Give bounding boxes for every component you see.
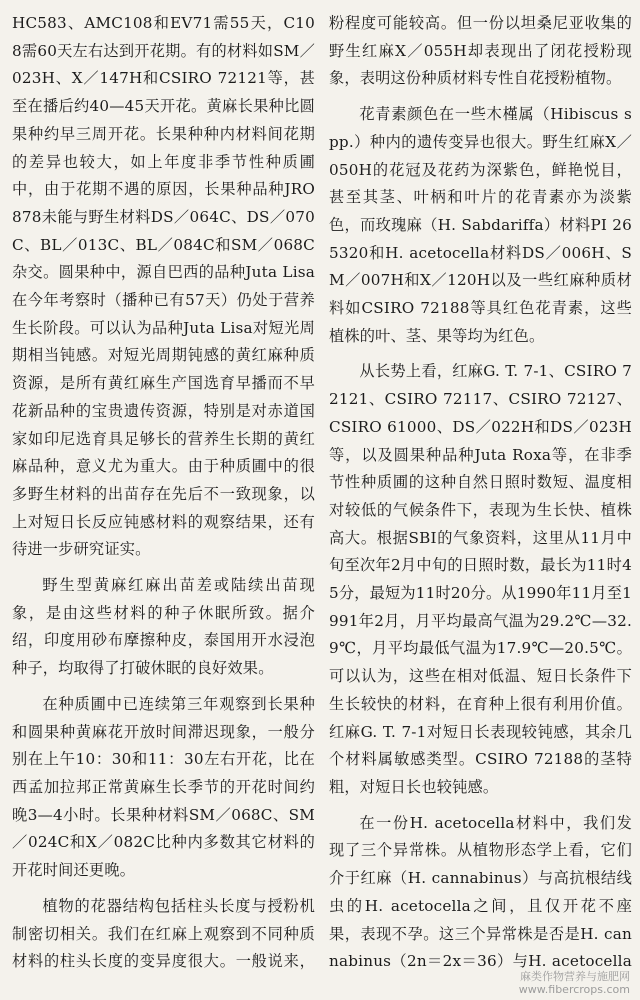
paragraph: 植物的花器结构包括柱头长度与授粉机制密切相关。我们在红麻上观察到不同种质材料的柱头长度的变异度很大。一般说来，: [12, 896, 315, 971]
watermark-url: www.fibercrops.com: [518, 983, 630, 996]
paragraph: 在种质圃中已连续第三年观察到长果种和圆果种黄麻花开放时间滞迟现象，一般分别在上午10：30和11：30左右开花，比在西孟加拉邦正常黄麻生长季节的开花时间约晚3—4小时。长果种材料SM／068C、SM／024C和X／082C比种内多数其它材料的开花时间还更晚。: [12, 694, 315, 880]
right-column: [329, 10, 632, 976]
paragraph: 从长势上看，红麻G. T. 7-1、CSIRO 72121、CSIRO 72117、CSIRO 72127、CSIRO 61000、DS／022H和DS／023H等，以及圆果种品种Juta Roxa等，在非季节性种质圃的这种自然日照时数短、温度相对较低的气候条件下，表现为生长快、植株高大。根据SBI的气象资料，这里从11月中旬至次年2月中旬的日照时数，最长为11时45分，最短为11时20分。从1990年11月至1991年2月，月平均最高气温为29.2℃—32.9℃，月平均最低气温为17.9℃—20.5℃。可以认为，这些在相对低温、短日长条件下生长较快的材料，在育种上很有利用价值。红麻G. T. 7-1对短日长表现较钝感，其余几个材料属敏感类型。CSIRO 72188的茎特粗，对短日长也较钝感。: [329, 362, 632, 796]
left-column: [12, 10, 315, 976]
paragraph: HC583、AMC108和EV71需55天，C108需60天左右达到开花期。有的材料如SM／023H、X／147H和CSIRO 72121等，甚至在播后约40—45天开花。黄麻长果种比圆果种约早三周开花。长果种种内材料间花期的差异也较大，如上年度非季节性种质圃中，由于花期不遇的原因，长果种品种JRO 878未能与野生材料DS／064C、DS／070C、BL／013C、BL／084C和SM／068C杂交。圆果种中，源自巴西的品种Juta Lisa在今年考察时（播种已有57天）仍处于营养生长阶段。可以认为品种Juta Lisa对短光周期相当钝感。对短光周期钝感的黄红麻种质资源，是所有黄红麻生产国选育早播而不早花新品种的宝贵遗传资源，特别是对赤道国家如印尼选育具足够长的营养生长期的黄红麻品种，意义尤为重大。由于种质圃中的很多野生材料的出苗存在先后不一致现象，以上对短日长反应钝感材料的观察结果，还有待进一步研究证实。: [12, 14, 315, 559]
watermark-site-name: 麻类作物营养与施肥网: [520, 970, 630, 983]
site-watermark: [519, 970, 630, 996]
paragraph: 粉程度可能较高。但一份以坦桑尼亚收集的野生红麻X／055H却表现出了闭花授粉现象，表明这份种质材料专性自花授粉植物。: [329, 14, 632, 88]
paragraph: 在一份H. acetocella材料中，我们发现了三个异常株。从植物形态学上看，它们介于红麻（H. cannabinus）与高抗根结线虫的H. acetocella之间，且仅开花不座果，表现不孕。这三个异常株是否是H. cannabinus（2n＝2x＝36）与H. acetocella: [329, 813, 632, 971]
paragraph: 野生型黄麻红麻出苗差或陆续出苗现象，是由这些材料的种子休眠所致。据介绍，印度用砂布摩擦种皮，泰国用开水浸泡种子，均取得了打破休眠的良好效果。: [12, 576, 315, 678]
paragraph: 花青素颜色在一些木槿属（Hibiscus spp.）种内的遗传变异也很大。野生红麻X／050H的花冠及花药为深紫色，鲜艳悦目，甚至其茎、叶柄和叶片的花青素亦为淡紫色，而玫瑰麻（H. Sabdariffa）材料PI 265320和H. acetocella材料DS／006H、SM／007H和X／120H以及一些红麻种质材料如CSIRO 72188等具红色花青素，这些植株的叶、茎、果等均为红色。: [329, 105, 632, 345]
